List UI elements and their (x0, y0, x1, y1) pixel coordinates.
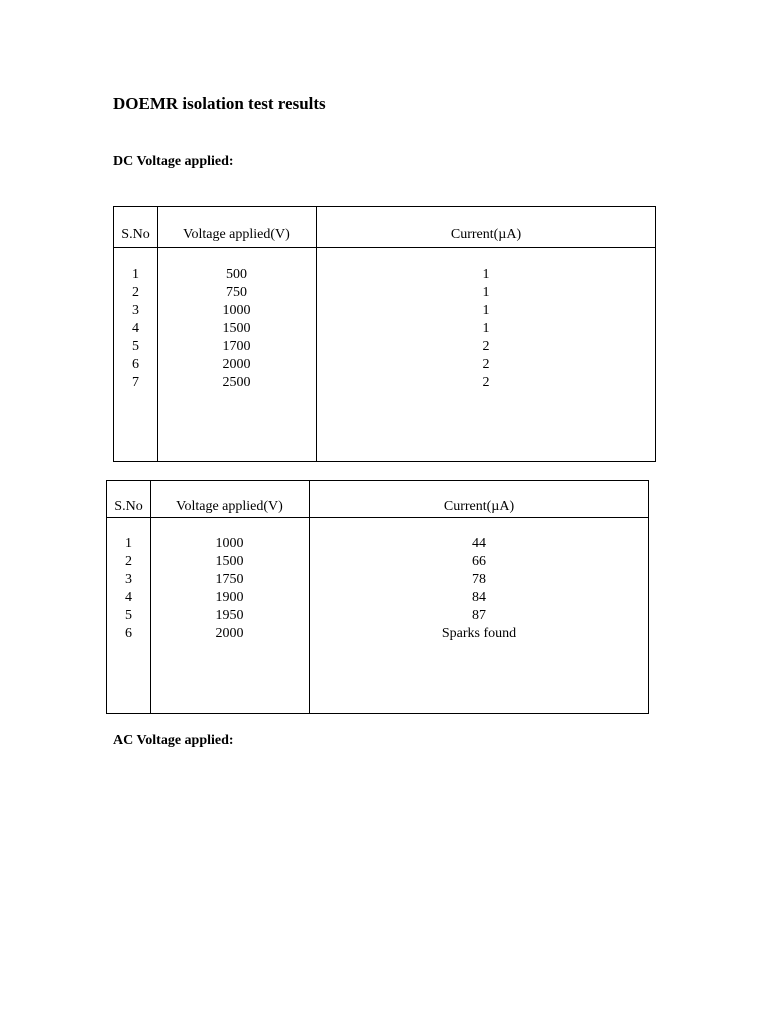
header-divider (114, 247, 655, 248)
table-cell: 66 (472, 554, 486, 569)
column-header-current: Current(µA) (443, 499, 515, 514)
table-cell: 5 (132, 339, 139, 354)
dc-results-table-2 (106, 480, 649, 714)
table-cell: 2000 (222, 357, 251, 372)
table-cell: Sparks found (441, 626, 517, 641)
column-header-current: Current(µA) (450, 227, 522, 242)
column-header-voltage: Voltage applied(V) (183, 227, 290, 242)
table-cell: 1 (482, 267, 490, 282)
ac-voltage-heading: AC Voltage applied: (113, 733, 234, 748)
table-cell: 4 (132, 321, 139, 336)
table-cell: 2000 (215, 626, 244, 641)
table-cell: 1 (482, 285, 490, 300)
table-cell: 2 (482, 339, 490, 354)
table-cell: 500 (226, 267, 247, 282)
table-cell: 1700 (222, 339, 251, 354)
page-title: DOEMR isolation test results (113, 94, 326, 113)
table-cell: 1750 (215, 572, 244, 587)
column-header-sno: S.No (114, 499, 143, 514)
table-cell: 1000 (222, 303, 251, 318)
table-cell: 1000 (215, 536, 244, 551)
table-cell: 1950 (215, 608, 244, 623)
header-divider (107, 517, 648, 518)
table-cell: 44 (472, 536, 486, 551)
table-cell: 1 (125, 536, 132, 551)
table-cell: 4 (125, 590, 132, 605)
table-cell: 1 (132, 267, 139, 282)
table-cell: 6 (132, 357, 139, 372)
table-cell: 78 (472, 572, 486, 587)
table-cell: 1 (482, 321, 490, 336)
column-header-voltage: Voltage applied(V) (176, 499, 283, 514)
current-column (309, 535, 649, 643)
table-cell: 2 (482, 375, 490, 390)
sno-column (114, 266, 157, 392)
table-cell: 2 (132, 285, 139, 300)
column-header-sno: S.No (121, 227, 150, 242)
sno-column (107, 535, 150, 643)
dc-results-table-1 (113, 206, 656, 462)
table-cell: 5 (125, 608, 132, 623)
table-cell: 2 (482, 357, 490, 372)
table-cell: 87 (472, 608, 486, 623)
voltage-column (157, 266, 316, 392)
voltage-column (150, 535, 309, 643)
table-cell: 2500 (222, 375, 251, 390)
table-cell: 2 (125, 554, 132, 569)
current-column (316, 266, 656, 392)
table-cell: 6 (125, 626, 132, 641)
table-cell: 3 (125, 572, 132, 587)
dc-voltage-heading: DC Voltage applied: (113, 154, 234, 169)
table-cell: 1500 (215, 554, 244, 569)
table-cell: 750 (226, 285, 247, 300)
table-cell: 84 (472, 590, 486, 605)
table-cell: 7 (132, 375, 139, 390)
table-cell: 1500 (222, 321, 251, 336)
table-cell: 1 (482, 303, 490, 318)
table-cell: 3 (132, 303, 139, 318)
table-cell: 1900 (215, 590, 244, 605)
